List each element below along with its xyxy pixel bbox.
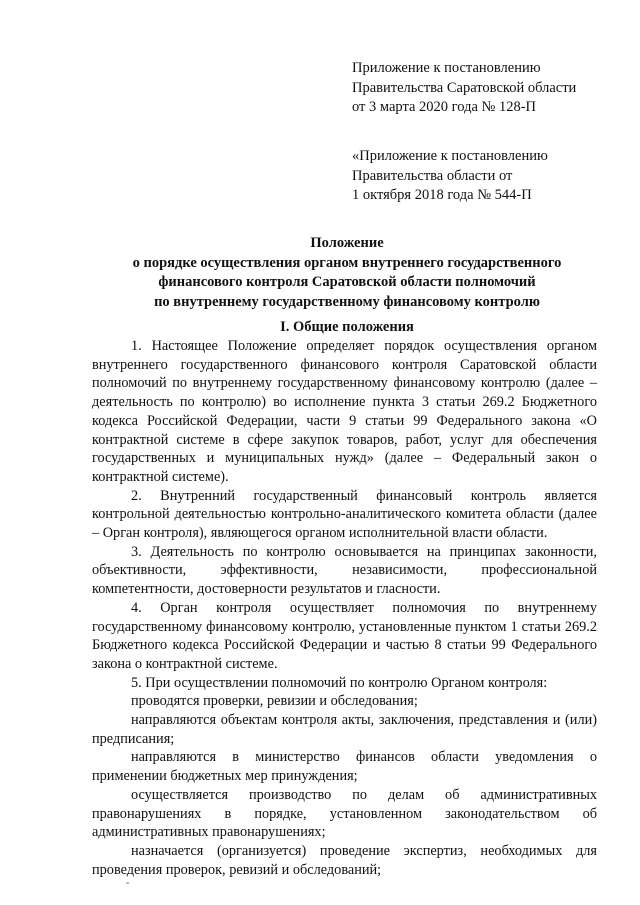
appendix-line: Правительства Саратовской области xyxy=(352,79,577,96)
paragraph: 4. Орган контроля осуществляет полномочия по внутреннему государственному финансовому контролю, установленные пунктом 1 статьи 269.2 Бюджетного кодекса Российской Федерации и частью 8 статьи 99 Федерального закона о контрактной системе. xyxy=(92,599,597,672)
title-line: о порядке осуществления органом внутреннего государственного xyxy=(132,254,562,271)
appendix-line: «Приложение к постановлению xyxy=(352,148,548,164)
paragraph: осуществляется производство по делам об административных правонарушениях в порядке, установленном законодательством об административных правонарушениях; xyxy=(92,786,597,841)
section-body xyxy=(92,337,597,879)
paragraph: проводятся проверки, ревизии и обследования; xyxy=(131,693,418,710)
paragraph: 3. Деятельность по контролю основывается на принципах законности, объективности, эффективности, независимости, профессиональной компетентности, достоверности результатов и гласности. xyxy=(92,543,597,598)
appendix-line: 1 октября 2018 года № 544-П xyxy=(352,187,532,203)
appendix-line: Правительства области от xyxy=(352,167,513,184)
paragraph: назначается (организуется) проведение экспертиз, необходимых для проведения проверок, ревизий и обследований; xyxy=(92,842,597,878)
title-line: финансового контроля Саратовской области полномочий xyxy=(158,274,536,290)
document-title xyxy=(60,234,634,312)
title-line: по внутреннему государственному финансовому контролю xyxy=(154,293,540,310)
appendix-note-original xyxy=(352,147,612,206)
paragraph: направляются в министерство финансов области уведомления о применении бюджетных мер принуждения; xyxy=(92,749,597,785)
paragraph: 2. Внутренний государственный финансовый контроль является контрольной деятельностью контрольно-аналитического комитета области (далее – Орган контроля), являющегося органом исполнительной власти области. xyxy=(92,487,597,542)
title-line: Положение xyxy=(310,235,384,251)
appendix-line: Приложение к постановлению xyxy=(352,60,541,76)
section-heading: I. Общие положения xyxy=(280,319,414,335)
paragraph: 5. При осуществлении полномочий по контролю Органом контроля: xyxy=(131,674,548,691)
appendix-note-current xyxy=(352,59,612,118)
paragraph: 1. Настоящее Положение определяет порядок осуществления органом внутреннего государственного финансового контроля Саратовской области полномочий по внутреннему государственному финансовому контролю (далее – деятельность по контролю) во исполнение пункта 3 статьи 269.2 Бюджетного кодекса Российской Федерации, части 9 статьи 99 Федерального закона «О контрактной системе в сфере закупок товаров, работ, услуг для обеспечения государственных и муниципальных нужд» (далее – Федеральный закон о контрактной системе). xyxy=(92,338,597,485)
scan-artifact xyxy=(126,882,129,884)
appendix-line: от 3 марта 2020 года № 128-П xyxy=(352,99,537,115)
paragraph: направляются объектам контроля акты, заключения, представления и (или) предписания; xyxy=(92,712,597,747)
